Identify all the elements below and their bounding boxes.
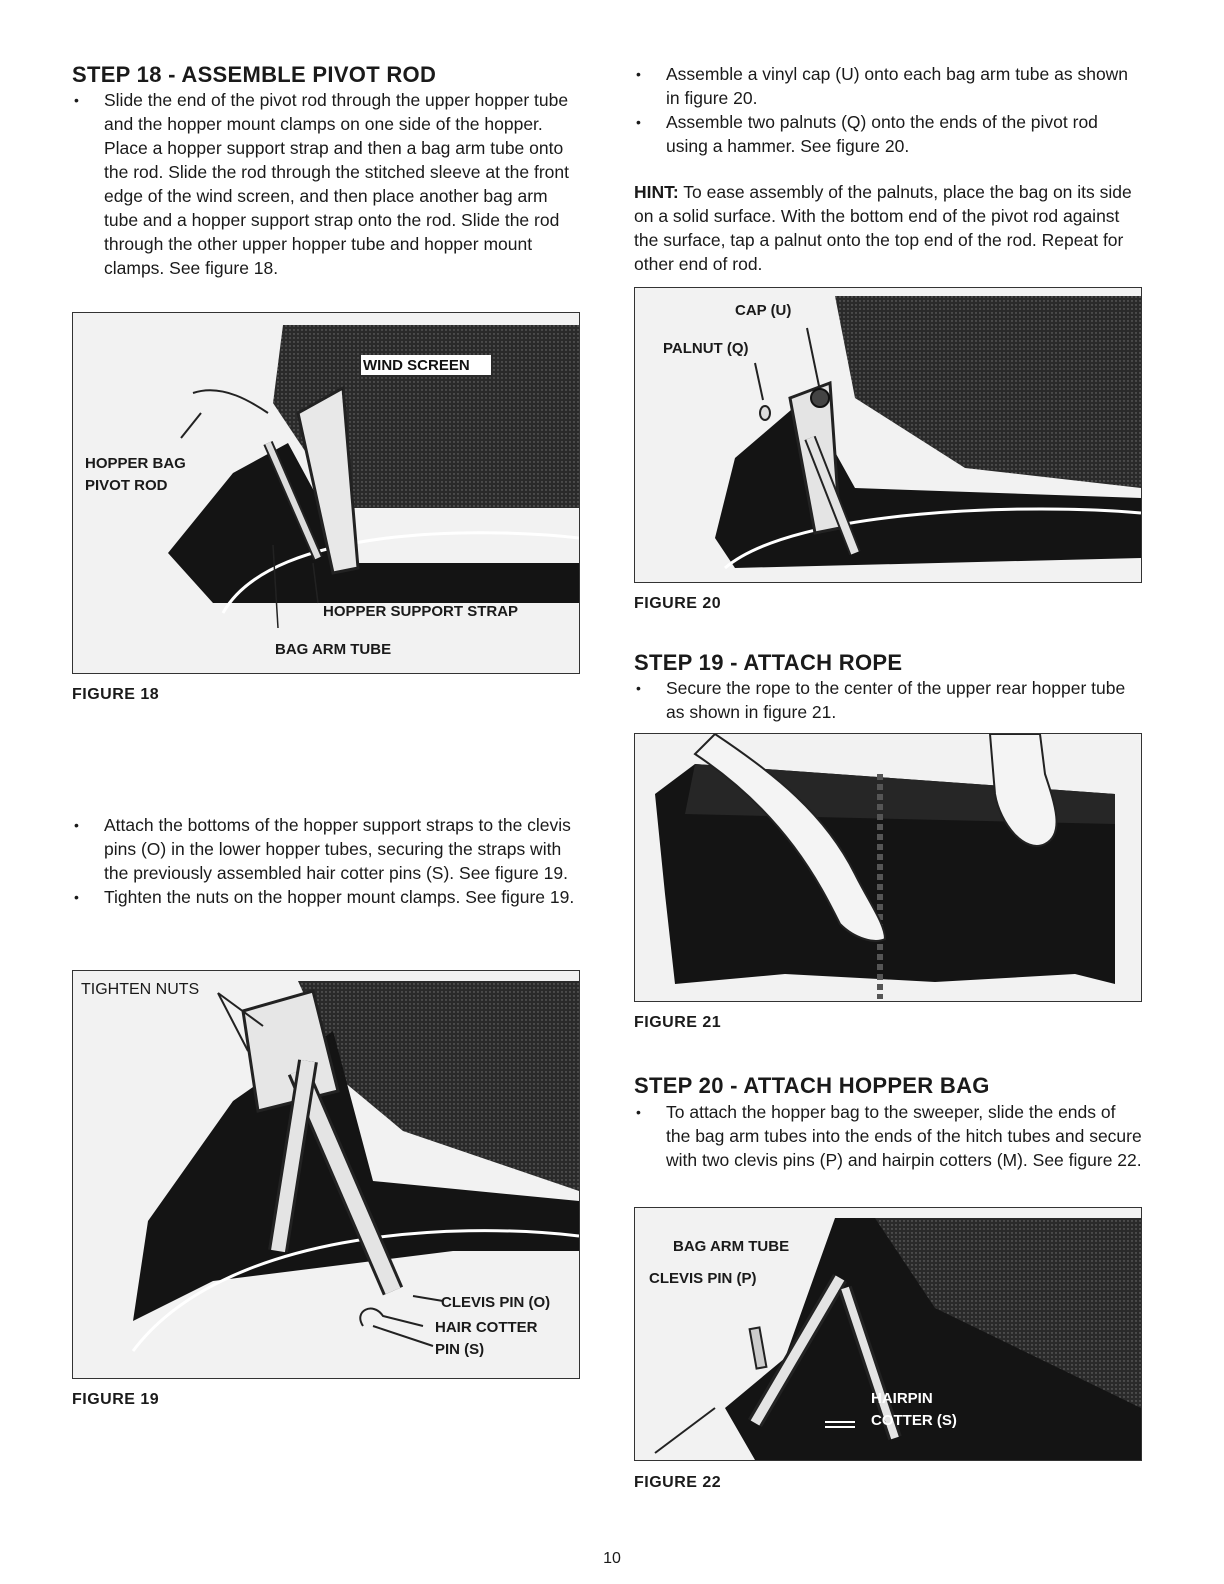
clevis-pin-label: CLEVIS PIN (P) [649,1270,757,1287]
step19-list [634,676,1144,724]
list-item: • Secure the rope to the center of the upper rear hopper tube as shown in figure 21. [634,676,1144,724]
figure-20-caption: FIGURE 20 [634,595,722,612]
figure-21-caption: FIGURE 21 [634,1014,722,1031]
hint-label: HINT: [634,182,679,202]
list-item: • Slide the end of the pivot rod through the upper hopper tube and the hopper mount clamps on one side of the hopper. Place a hopper support strap and then a bag arm tube onto the rod. Slide the rod through the stitched sleeve at the front edge of the wind screen, and then place another bag arm tube and a hopper support strap onto the rod. Slide the rod through the other upper hopper tube and hopper mount clamps. See figure 18. [72,88,577,280]
list-item: • Tighten the nuts on the hopper mount clamps. See figure 19. [72,885,577,909]
hairpin-label-line2: COTTER (S) [871,1412,957,1429]
figure-18 [72,312,580,674]
hint-paragraph [634,180,1134,276]
support-strap-label: HOPPER SUPPORT STRAP [323,603,519,620]
step20-list [634,1100,1144,1172]
list-item: • To attach the hopper bag to the sweeper, slide the ends of the bag arm tubes into the ends of the hitch tubes and secure with two clevis pins (P) and hairpin cotters (M). See figure 22. [634,1100,1144,1172]
figure-22 [634,1207,1142,1461]
hair-cotter-label-line2: PIN (S) [435,1341,485,1358]
hair-cotter-label-line1: HAIR COTTER [435,1319,538,1336]
list-item: • Attach the bottoms of the hopper support straps to the clevis pins (O) in the lower hopper tubes, securing the straps with the previously assembled hair cotter pins (S). See figure 19. [72,813,577,885]
figure-18-caption: FIGURE 18 [72,686,160,703]
list-item: • Assemble two palnuts (Q) onto the ends of the pivot rod using a hammer. See figure 20. [634,110,1144,158]
step19-title: STEP 19 - ATTACH ROPE [634,650,903,675]
pivot-rod-label-line1: HOPPER BAG [85,455,186,472]
list-item: • Assemble a vinyl cap (U) onto each bag arm tube as shown in figure 20. [634,62,1144,110]
step18-list [72,88,577,280]
hairpin-label-line1: HAIRPIN [871,1390,933,1407]
pivot-rod-label-line2: PIVOT ROD [85,477,168,494]
figure-20 [634,287,1142,583]
figure-20-illustration [635,288,1141,582]
bag-arm-tube-label: BAG ARM TUBE [275,641,392,658]
step18-list-right [634,62,1144,158]
figure-19-caption: FIGURE 19 [72,1391,160,1408]
figure-19-illustration [73,971,579,1378]
clevis-pin-label: CLEVIS PIN (O) [441,1294,551,1311]
figure-21 [634,733,1142,1002]
hint-text: To ease assembly of the palnuts, place the bag on its side on a solid surface. With the bottom end of the pivot rod against the surface, tap a palnut onto the top end of the rod. Repeat for other end of rod. [634,182,1132,274]
tighten-nuts-label: TIGHTEN NUTS [81,981,200,998]
step18-title: STEP 18 - ASSEMBLE PIVOT ROD [72,62,437,87]
step18-list-continued [72,813,577,909]
figure-22-caption: FIGURE 22 [634,1474,722,1491]
palnut-label: PALNUT (Q) [663,340,749,357]
step20-title: STEP 20 - ATTACH HOPPER BAG [634,1073,990,1098]
bag-arm-tube-label: BAG ARM TUBE [673,1238,790,1255]
wind-screen-label: WIND SCREEN [363,357,470,374]
page-number: 10 [603,1550,621,1567]
cap-label: CAP (U) [735,302,792,319]
figure-19 [72,970,580,1379]
figure-21-illustration [635,734,1141,1001]
